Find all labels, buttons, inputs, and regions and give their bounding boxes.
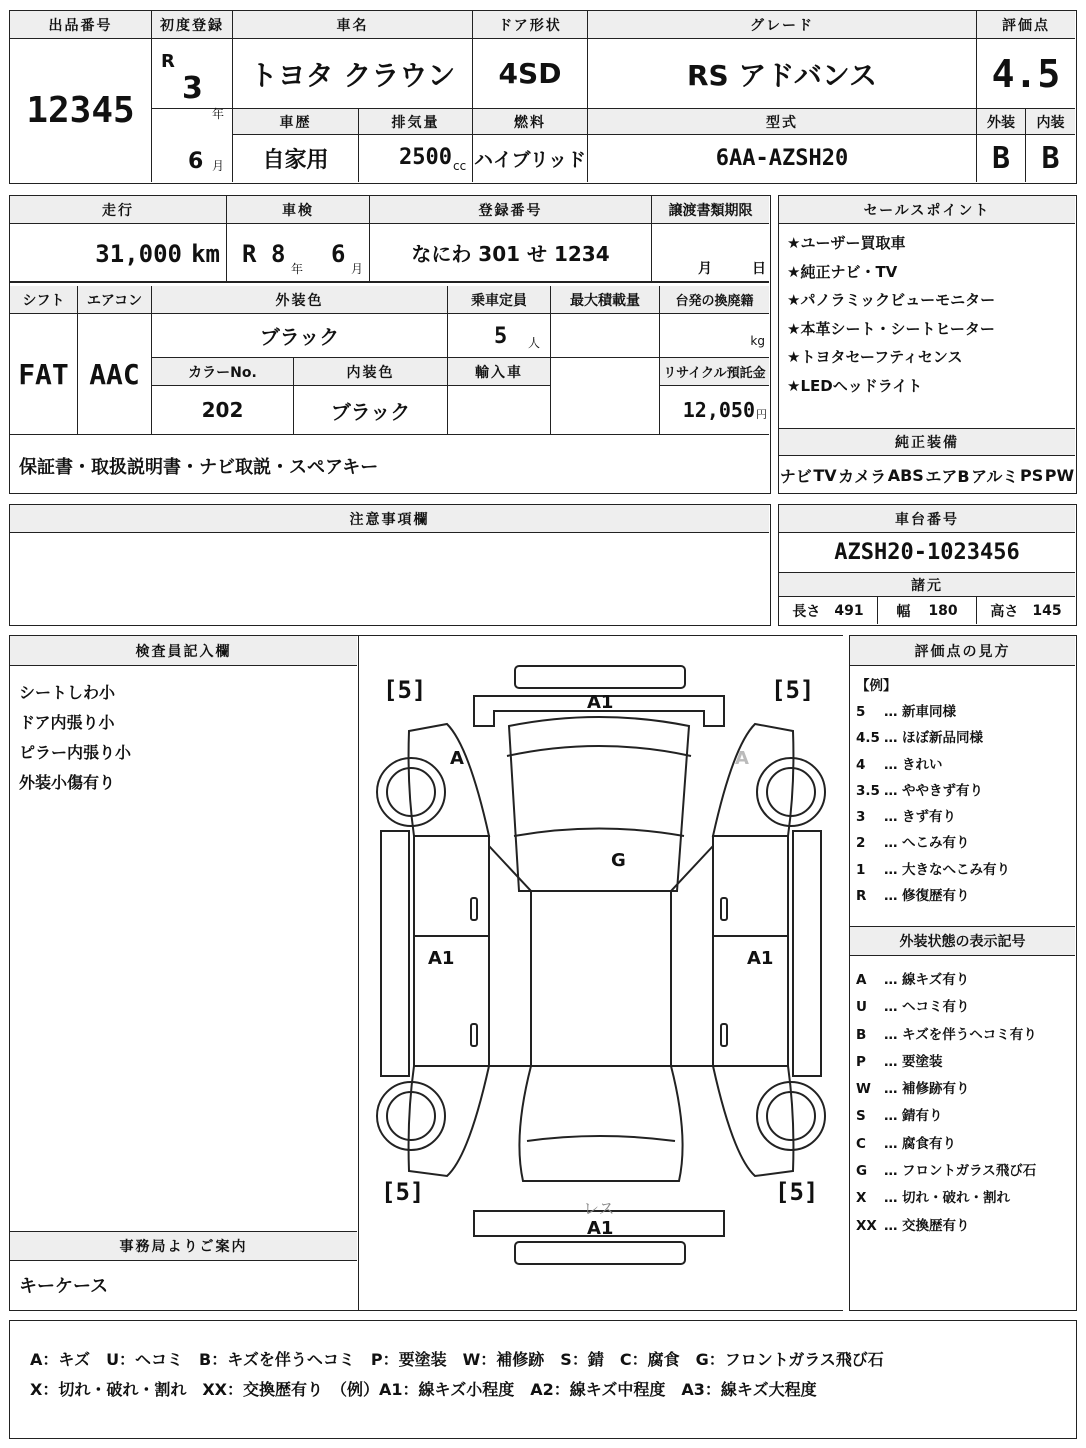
- handle-rr: [721, 1024, 727, 1046]
- symbol-desc: 補修跡有り: [902, 1081, 970, 1098]
- roof: [531, 891, 671, 1066]
- mileage-value: 31,000: [95, 240, 182, 268]
- score-desc: ややきず有り: [902, 782, 983, 799]
- import-value-cell: [448, 386, 551, 434]
- ext-label: 外装: [977, 109, 1026, 135]
- tire-depth-fl: [5]: [383, 676, 427, 704]
- handle-rf: [721, 898, 727, 920]
- inspector-list: [19, 680, 349, 800]
- width-label: 幅: [896, 603, 911, 620]
- row-divider: [10, 282, 769, 286]
- disp-unit: cc: [453, 159, 467, 173]
- symbol-item: S … 錆有り: [856, 1108, 943, 1125]
- fuel-label: 燃料: [473, 109, 588, 135]
- door-label: ドア形状: [473, 11, 588, 39]
- score-desc: 新車同様: [902, 704, 956, 720]
- symbol-key: XX: [856, 1217, 877, 1234]
- mark-fender-left: A: [450, 748, 464, 769]
- equipment-item: PS: [1019, 465, 1044, 485]
- reg-month: 6: [188, 149, 204, 174]
- weight-cell: [660, 314, 769, 358]
- disp-cell: [359, 135, 473, 182]
- mileage-unit: km: [191, 240, 220, 268]
- int-grade: B: [1041, 141, 1060, 176]
- transfer-label: 譲渡書類期限: [652, 196, 769, 224]
- symbol-key: W: [856, 1081, 871, 1098]
- color-value: ブラック: [152, 314, 448, 358]
- mark-door-left: A1: [428, 948, 455, 969]
- fuel-value: ハイブリッド: [473, 135, 588, 182]
- score-guide-item: 2 … へこみ有り: [856, 835, 970, 852]
- car-name: トヨタ クラウン: [233, 39, 473, 109]
- mark-rear-note: レス: [583, 1199, 615, 1218]
- tire-depth-fr-value: 5: [785, 676, 800, 704]
- length-cell: [779, 597, 878, 624]
- door-left-front: [414, 836, 489, 936]
- plate-value: なにわ 301 せ 1234: [370, 224, 652, 282]
- chassis-number: AZSH20-1023456: [779, 533, 1075, 573]
- grade-name: RS アドバンス: [588, 39, 977, 109]
- handle-lf: [471, 898, 477, 920]
- color-label: 外装色: [152, 286, 448, 314]
- intcolor-label: 内装色: [294, 358, 448, 386]
- width-value: 180: [928, 602, 958, 619]
- fender-left: [409, 724, 489, 836]
- score-key: 3.5: [856, 782, 880, 799]
- notes-label: 注意事項欄: [10, 505, 769, 533]
- score-key: 5: [856, 704, 866, 720]
- accessories: 保証書・取扱説明書・ナビ取説・スペアキー: [10, 434, 769, 492]
- score-guide: [849, 635, 1077, 1311]
- hood-line: [507, 746, 691, 756]
- model-label: 型式: [588, 109, 977, 135]
- footer-line-1: A：キズ U：ヘコミ B：キズを伴うヘコミ P：要塗装 W：補修跡 S：錆 C：腐食 G：フロントガラス飛び石: [30, 1350, 884, 1369]
- sill-right: [793, 831, 821, 1076]
- score-value: 4.5: [977, 39, 1075, 109]
- score-desc: へこみ有り: [902, 835, 970, 852]
- ac-label: エアコン: [78, 286, 152, 314]
- inspect-month: 6: [331, 240, 346, 268]
- office-label: 事務局よりご案内: [10, 1231, 357, 1261]
- symbol-item: A … 線キズ有り: [856, 972, 970, 988]
- shift-label: シフト: [10, 286, 78, 314]
- inspector-box: [9, 635, 359, 1311]
- symbol-item: G … フロントガラス飛び石: [856, 1163, 1037, 1180]
- symbol-key: P: [856, 1053, 866, 1070]
- intcolor-value: ブラック: [294, 386, 448, 434]
- sales-list: [787, 232, 1073, 404]
- reg-era: R: [161, 51, 175, 72]
- symbol-key: C: [856, 1135, 866, 1152]
- tire-depth-fr: [5]: [771, 676, 815, 704]
- inspector-item: ピラー内張り小: [19, 743, 132, 762]
- symbol-desc: 要塗装: [902, 1053, 943, 1070]
- sales-item: ★LEDヘッドライト: [787, 376, 923, 395]
- height-cell: [977, 597, 1075, 624]
- symbol-item: B … キズを伴うヘコミ有り: [856, 1026, 1037, 1043]
- transfer-cell: [652, 224, 769, 282]
- lot-number: 12345: [10, 39, 152, 182]
- transfer-month-unit: 月: [698, 261, 712, 277]
- weight-label: 台発の換廃籍: [660, 286, 769, 314]
- symbol-key: A: [856, 972, 867, 988]
- score-key: 3: [856, 809, 866, 826]
- recycle-cell: [660, 386, 769, 434]
- equipment-item: カメラ: [838, 466, 887, 486]
- length-label: 長さ: [792, 603, 821, 620]
- car-label: 車名: [233, 11, 473, 39]
- score-guide-label: 評価点の見方: [850, 636, 1075, 666]
- height-label: 高さ: [990, 603, 1019, 620]
- symbol-item: P … 要塗装: [856, 1053, 943, 1070]
- sill-left: [381, 831, 409, 1076]
- mark-door-right: A1: [747, 948, 774, 969]
- handle-lr: [471, 1024, 477, 1046]
- reg-month-unit: 月: [212, 159, 225, 173]
- reg-year: 3: [182, 71, 203, 106]
- capacity-label: 乗車定員: [448, 286, 551, 314]
- equipment-item: PW: [1044, 465, 1075, 485]
- chassis-box: [778, 504, 1077, 626]
- load-cell: [551, 314, 660, 358]
- inspector-item: シートしわ小: [19, 683, 116, 702]
- equipment-list: [779, 458, 1075, 492]
- symbol-desc: ヘコミ有り: [902, 999, 970, 1016]
- tire-depth-rr-value: 5: [789, 1178, 804, 1206]
- capacity-cell: [448, 314, 551, 358]
- colorno-value: 202: [152, 386, 294, 434]
- load-label: 最大積載量: [551, 286, 660, 314]
- score-desc: きず有り: [902, 809, 956, 826]
- inspect-month-unit: 月: [351, 262, 364, 276]
- recycle-label: リサイクル預託金: [660, 358, 769, 386]
- history-label: 車歴: [233, 109, 359, 135]
- import-cell: [551, 358, 660, 434]
- symbol-key: S: [856, 1108, 866, 1125]
- inspector-item: 外装小傷有り: [19, 773, 116, 792]
- hood: [509, 717, 689, 891]
- mileage-label: 走行: [10, 196, 227, 224]
- score-key: 4.5: [856, 730, 880, 747]
- score-guide-example: 【例】: [856, 678, 897, 694]
- inspect-year: 8: [271, 240, 286, 268]
- sales-item: ★純正ナビ・TV: [787, 262, 898, 281]
- score-label: 評価点: [977, 11, 1075, 39]
- shift-value: FAT: [10, 314, 78, 434]
- score-guide-item: R … 修復歴有り: [856, 888, 970, 905]
- int-label: 内装: [1026, 109, 1075, 135]
- recycle-value: 12,050: [682, 398, 755, 422]
- score-key: 2: [856, 835, 866, 852]
- lot-label: 出品番号: [10, 11, 152, 39]
- equipment-item: エアB: [925, 466, 970, 486]
- score-key: R: [856, 888, 867, 905]
- mark-windshield: G: [611, 850, 626, 871]
- score-guide-item: 1 … 大きなへこみ有り: [856, 861, 1010, 878]
- trunk-line: [527, 1136, 675, 1141]
- length-value: 491: [834, 602, 864, 619]
- sales-item: ★ユーザー買取車: [787, 234, 906, 252]
- score-key: 1: [856, 861, 866, 878]
- ac-value: AAC: [78, 314, 152, 434]
- sales-item: ★パノラミックビューモニター: [787, 291, 996, 310]
- symbol-desc: 腐食有り: [902, 1135, 956, 1152]
- score-guide-item: 3 … きず有り: [856, 809, 956, 826]
- score-desc: ほぼ新品同様: [902, 730, 983, 747]
- symbol-key: B: [856, 1026, 867, 1043]
- spec-table: [9, 195, 771, 494]
- recycle-unit: 円: [756, 408, 767, 421]
- sales-label: セールスポイント: [779, 196, 1075, 224]
- disp-label: 排気量: [359, 109, 473, 135]
- inspector-label: 検査員記入欄: [10, 636, 357, 666]
- reg-year-cell: [152, 39, 233, 121]
- width-cell: [878, 597, 977, 624]
- inspect-year-unit: 年: [291, 262, 304, 276]
- score-key: 4: [856, 756, 866, 773]
- car-diagram: [359, 635, 843, 1311]
- equipment-item: アルミ: [971, 466, 1019, 486]
- symbol-desc: 切れ・破れ・割れ: [902, 1190, 1010, 1207]
- tire-depth-rl: [5]: [381, 1178, 425, 1206]
- symbol-key: U: [856, 999, 867, 1016]
- reg-month-cell: [152, 109, 233, 182]
- sales-points: [778, 195, 1077, 494]
- dims-label: 諸元: [779, 573, 1075, 597]
- mileage-cell: [10, 224, 227, 282]
- capacity-value: 5: [494, 324, 508, 349]
- height-value: 145: [1032, 602, 1062, 619]
- symbols-label: 外装状態の表示記号: [850, 926, 1075, 956]
- score-guide-item: 5 … 新車同様: [856, 704, 956, 720]
- tire-depth-fl-value: 5: [397, 676, 412, 704]
- equipment-label: 純正装備: [779, 428, 1075, 456]
- weight-unit: kg: [750, 334, 765, 348]
- import-label: 輸入車: [448, 358, 551, 386]
- symbol-item: C … 腐食有り: [856, 1135, 956, 1152]
- model-value: 6AA-AZSH20: [588, 135, 977, 182]
- notes-box: [9, 504, 771, 626]
- front-bumper: [515, 666, 685, 688]
- score-desc: 修復歴有り: [902, 888, 970, 905]
- inspect-cell: [227, 224, 370, 282]
- grade-label: グレード: [588, 11, 977, 39]
- equipment-item: ABS: [887, 465, 924, 485]
- symbol-item: W … 補修跡有り: [856, 1081, 970, 1098]
- score-desc: 大きなへこみ有り: [902, 861, 1010, 878]
- inspect-label: 車検: [227, 196, 370, 224]
- symbol-desc: フロントガラス飛び石: [902, 1163, 1037, 1180]
- symbol-desc: キズを伴うヘコミ有り: [902, 1026, 1037, 1043]
- symbol-key: X: [856, 1190, 867, 1207]
- plate-label: 登録番号: [370, 196, 652, 224]
- mark-front: A1: [587, 692, 614, 713]
- trunk: [519, 1066, 682, 1181]
- symbol-item: X … 切れ・破れ・割れ: [856, 1190, 1010, 1207]
- tire-depth-rl-value: 5: [395, 1178, 410, 1206]
- inspector-item: ドア内張り小: [19, 713, 115, 732]
- transfer-day-unit: 日: [752, 261, 766, 277]
- tire-depth-rr: [5]: [775, 1178, 819, 1206]
- fender-right: [713, 724, 793, 836]
- reg-year-unit: 年: [212, 107, 225, 121]
- ext-grade: B: [977, 135, 1026, 182]
- footer-line-2: X：切れ・破れ・割れ XX：交換歴有り （例）A1：線キズ小程度 A2：線キズ中程度 A3：線キズ大程度: [30, 1380, 817, 1399]
- score-guide-list: [856, 700, 1074, 910]
- chassis-label: 車台番号: [779, 505, 1075, 533]
- office-text: キーケース: [19, 1276, 109, 1297]
- score-guide-item: 4.5 … ほぼ新品同様: [856, 730, 983, 747]
- rear-under: [515, 1242, 685, 1264]
- equipment-item: ナビ: [779, 466, 812, 486]
- equipment-item: TV: [813, 465, 837, 485]
- score-desc: きれい: [902, 756, 943, 773]
- footer-legend: [9, 1320, 1077, 1439]
- sales-item: ★トヨタセーフティセンス: [787, 348, 963, 367]
- colorno-label: カラーNo.: [152, 358, 294, 386]
- symbols-list: [856, 968, 1074, 1241]
- disp-value: 2500: [399, 145, 452, 170]
- symbol-key: G: [856, 1163, 868, 1180]
- left-pillar: [489, 846, 531, 1066]
- sales-item: ★本革シート・シートヒーター: [787, 319, 995, 338]
- score-guide-item: 3.5 … ややきず有り: [856, 782, 983, 799]
- header-table: [9, 10, 1077, 184]
- history-value: 自家用: [233, 135, 359, 182]
- door-type: 4SD: [473, 39, 588, 109]
- symbol-item: U … ヘコミ有り: [856, 999, 970, 1016]
- symbol-desc: 交換歴有り: [902, 1217, 970, 1234]
- symbol-desc: 錆有り: [902, 1108, 943, 1125]
- windshield-line: [514, 829, 684, 837]
- score-guide-item: 4 … きれい: [856, 756, 943, 773]
- inspect-era: R: [242, 240, 257, 268]
- mark-fender-right: A: [735, 748, 749, 769]
- mark-rear: A1: [587, 1218, 614, 1239]
- capacity-unit: 人: [528, 336, 541, 350]
- symbol-item: XX … 交換歴有り: [856, 1217, 970, 1234]
- symbol-desc: 線キズ有り: [902, 972, 970, 988]
- reg-label: 初度登録: [152, 11, 233, 39]
